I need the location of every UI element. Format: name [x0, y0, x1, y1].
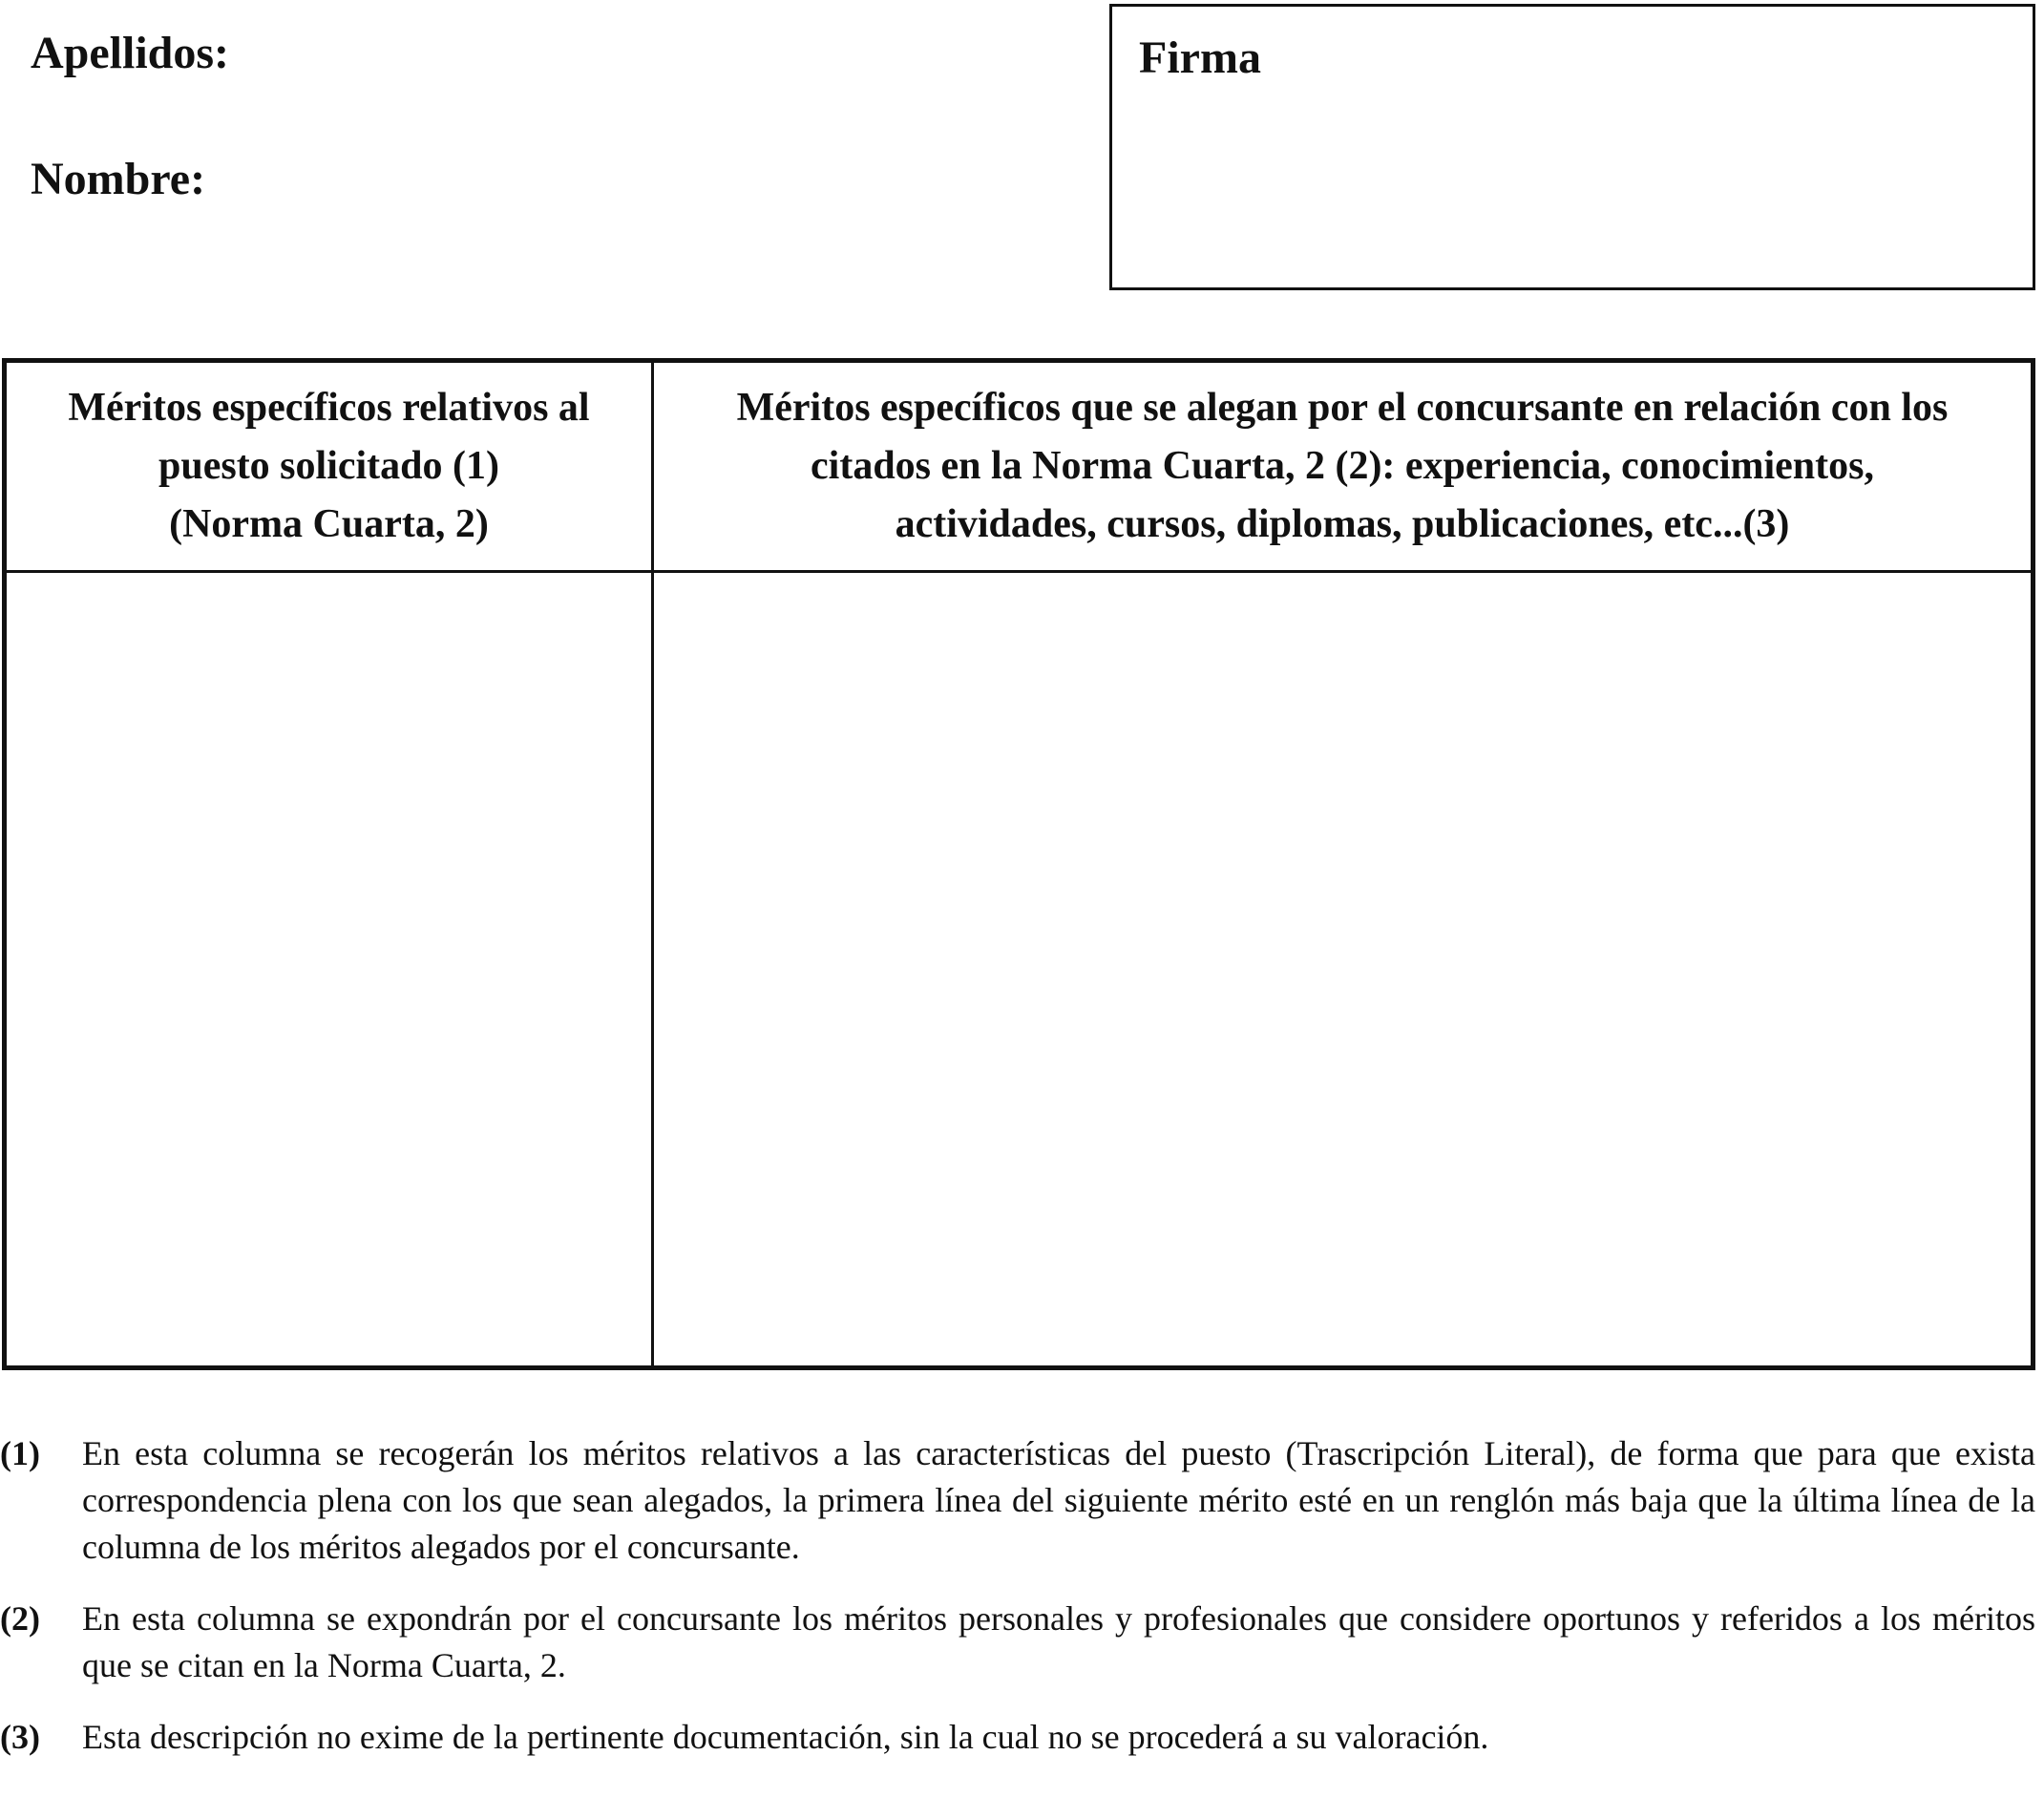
nombre-label: Nombre: — [31, 154, 206, 204]
footnote-text: En esta columna se recogerán los méritos relativos a las características del puesto (Trascripción Literal), de forma que para que exista correspondencia plena con los que sean alegados, la primera línea del siguiente mérito esté en un renglón más baja que la última línea de la columna de los méritos alegados por el concursante. — [82, 1434, 2035, 1566]
footnotes — [0, 1430, 2035, 1786]
signature-label: Firma — [1139, 32, 1261, 83]
footnote-number: (3) — [0, 1718, 40, 1756]
footnote-3 — [0, 1714, 2035, 1761]
column-header-position-merits-text: Méritos específicos relativos al puesto solicitado (1) (Norma Cuarta, 2) — [68, 386, 590, 546]
footnote-text: En esta columna se expondrán por el concursante los méritos personales y profesionales que considere oportunos y referidos a los méritos que se citan en la Norma Cuarta, 2. — [82, 1599, 2035, 1684]
footnote-text: Esta descripción no exime de la pertinente documentación, sin la cual no se procederá a su valoración. — [82, 1718, 1489, 1756]
claimed-merits-cell[interactable] — [654, 573, 2031, 1365]
column-header-claimed-merits — [654, 363, 2031, 570]
merits-table — [2, 358, 2035, 1370]
column-header-position-merits — [7, 363, 651, 570]
signature-box[interactable] — [1109, 4, 2035, 290]
footnote-number: (1) — [0, 1434, 40, 1472]
footnote-2 — [0, 1596, 2035, 1689]
table-header-row — [7, 363, 2031, 573]
footnote-number: (2) — [0, 1599, 40, 1638]
footnote-1 — [0, 1430, 2035, 1571]
column-header-claimed-merits-text: Méritos específicos que se alegan por el concursante en relación con los citados en la Norma Cuarta, 2 (2): experiencia, conocimientos, actividades, cursos, diplomas, publicaciones, etc...(3) — [736, 386, 1949, 546]
apellidos-label: Apellidos: — [31, 28, 230, 78]
position-merits-cell[interactable] — [7, 573, 651, 1365]
